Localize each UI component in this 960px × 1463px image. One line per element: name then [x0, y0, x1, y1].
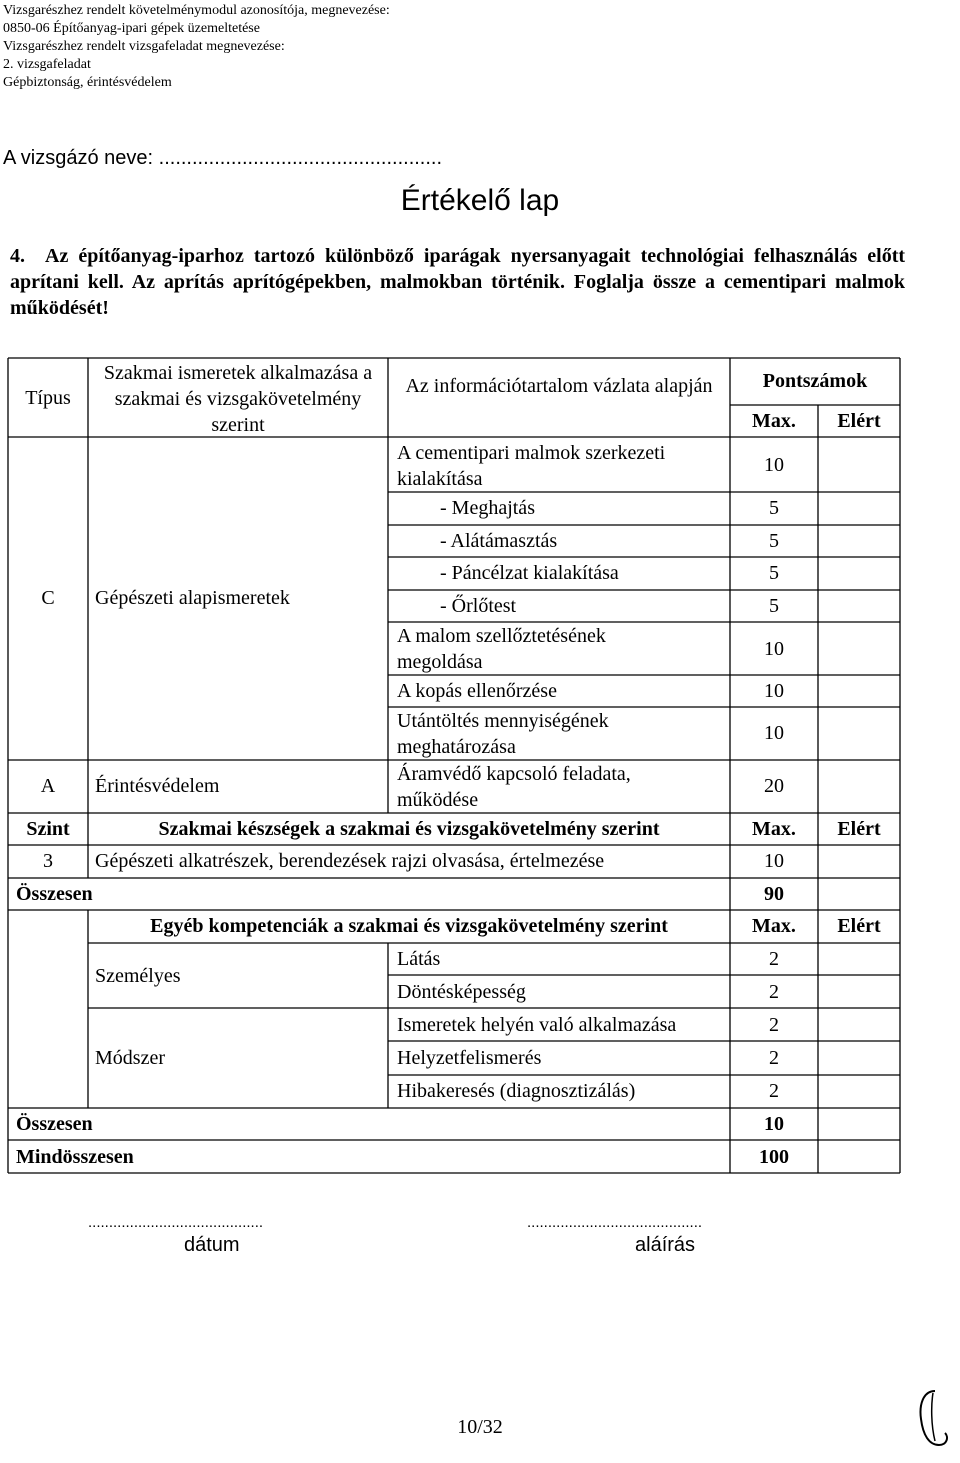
- subtotal-label: Összesen: [16, 883, 93, 905]
- item-text: Áramvédő kapcsoló feladata, működése: [397, 763, 631, 811]
- subtotal-label: Összesen: [16, 1113, 93, 1135]
- header-max: Max.: [752, 410, 796, 432]
- item-max: 5: [769, 497, 779, 519]
- header-line: 0850-06 Építőanyag-ipari gépek üzemeltetése: [3, 21, 260, 36]
- header-knowledge: Szakmai ismeretek alkalmazása a szakmai és vizsgakövetelmény szerint: [103, 362, 373, 436]
- competency-max: 2: [769, 1047, 779, 1069]
- competency-max: 2: [769, 948, 779, 970]
- task-text: Az építőanyag-iparhoz tartozó különböző iparágak nyersanyagait technológiai felhasználás előtt aprítani kell. Az aprítás aprítógépekben, malmokban történik. Foglalja össze a cementipari malmok működését!: [10, 245, 906, 319]
- header-achieved: Elért: [837, 410, 881, 432]
- competency-item: Helyzetfelismerés: [397, 1047, 542, 1069]
- area-cell: Érintésvédelem: [95, 775, 220, 797]
- competency-item: Döntésképesség: [397, 981, 526, 1003]
- skills-text: Gépészeti alkatrészek, berendezések rajzi olvasása, értelmezése: [95, 850, 605, 872]
- grand-total-value: 100: [759, 1146, 789, 1168]
- header-points: Pontszámok: [762, 370, 868, 392]
- task-number: 4.: [10, 245, 25, 267]
- item-text: - Meghajtás: [440, 497, 535, 519]
- module-header: [3, 2, 390, 92]
- header-outline: Az információtartalom vázlata alapján: [405, 375, 713, 397]
- date-line: ..........................................: [88, 1214, 264, 1231]
- type-cell: C: [41, 587, 55, 609]
- item-text: A malom szellőztetésének megoldása: [397, 625, 606, 673]
- item-max: 5: [769, 595, 779, 617]
- header-line: Vizsgarészhez rendelt követelménymodul azonosítója, megnevezése:: [3, 3, 390, 18]
- item-max: 5: [769, 530, 779, 552]
- item-text: - Páncélzat kialakítása: [440, 562, 619, 584]
- item-max: 10: [764, 638, 784, 660]
- competency-item: Látás: [397, 948, 441, 970]
- item-max: 5: [769, 562, 779, 584]
- competency-max: 2: [769, 1080, 779, 1102]
- item-text: - Őrlőtest: [440, 595, 517, 617]
- item-text: A cementipari malmok szerkezeti kialakítása: [397, 442, 666, 490]
- skills-level: 3: [43, 850, 53, 872]
- page-title: Értékelő lap: [400, 184, 560, 217]
- item-max: 10: [764, 680, 784, 702]
- header-line: Vizsgarészhez rendelt vizsgafeladat megnevezése:: [3, 39, 285, 54]
- header-type: Típus: [25, 387, 71, 409]
- competency-max: 2: [769, 1014, 779, 1036]
- competency-item: Hibakeresés (diagnosztizálás): [397, 1080, 636, 1102]
- skills-heading: Szakmai készségek a szakmai és vizsgakövetelmény szerint: [158, 818, 660, 840]
- item-text: - Alátámasztás: [440, 530, 558, 552]
- item-text: A kopás ellenőrzése: [397, 680, 557, 702]
- header-line: 2. vizsgafeladat: [3, 57, 91, 72]
- item-max: 10: [764, 722, 784, 744]
- header-line: Gépbiztonság, érintésvédelem: [3, 75, 172, 90]
- date-label: dátum: [184, 1234, 240, 1256]
- other-achieved-header: Elért: [837, 915, 881, 937]
- skills-max: 10: [764, 850, 784, 872]
- item-max: 10: [764, 454, 784, 476]
- subtotal-value: 90: [764, 883, 784, 905]
- other-heading: Egyéb kompetenciák a szakmai és vizsgakövetelmény szerint: [150, 915, 668, 937]
- page-number: 10/32: [457, 1416, 503, 1438]
- subtotal-value: 10: [764, 1113, 784, 1135]
- competency-max: 2: [769, 981, 779, 1003]
- item-text: Utántöltés mennyiségének meghatározása: [397, 710, 609, 758]
- grand-total-label: Mindösszesen: [16, 1146, 134, 1168]
- other-max-header: Max.: [752, 915, 796, 937]
- skills-max-header: Max.: [752, 818, 796, 840]
- signature-label: aláírás: [635, 1234, 696, 1256]
- competency-group: Módszer: [95, 1047, 165, 1069]
- area-cell: Gépészeti alapismeretek: [95, 587, 290, 609]
- competency-group: Személyes: [95, 965, 181, 987]
- task-description: [10, 243, 905, 321]
- skills-achieved-header: Elért: [837, 818, 881, 840]
- item-max: 20: [764, 775, 784, 797]
- signature-line: ..........................................: [527, 1214, 703, 1231]
- type-cell: A: [40, 775, 56, 797]
- skills-level-header: Szint: [26, 818, 70, 840]
- candidate-name-line: A vizsgázó neve: ...................................................: [3, 147, 443, 169]
- handwritten-initial-mark: [905, 1385, 955, 1455]
- competency-item: Ismeretek helyén való alkalmazása: [397, 1014, 677, 1036]
